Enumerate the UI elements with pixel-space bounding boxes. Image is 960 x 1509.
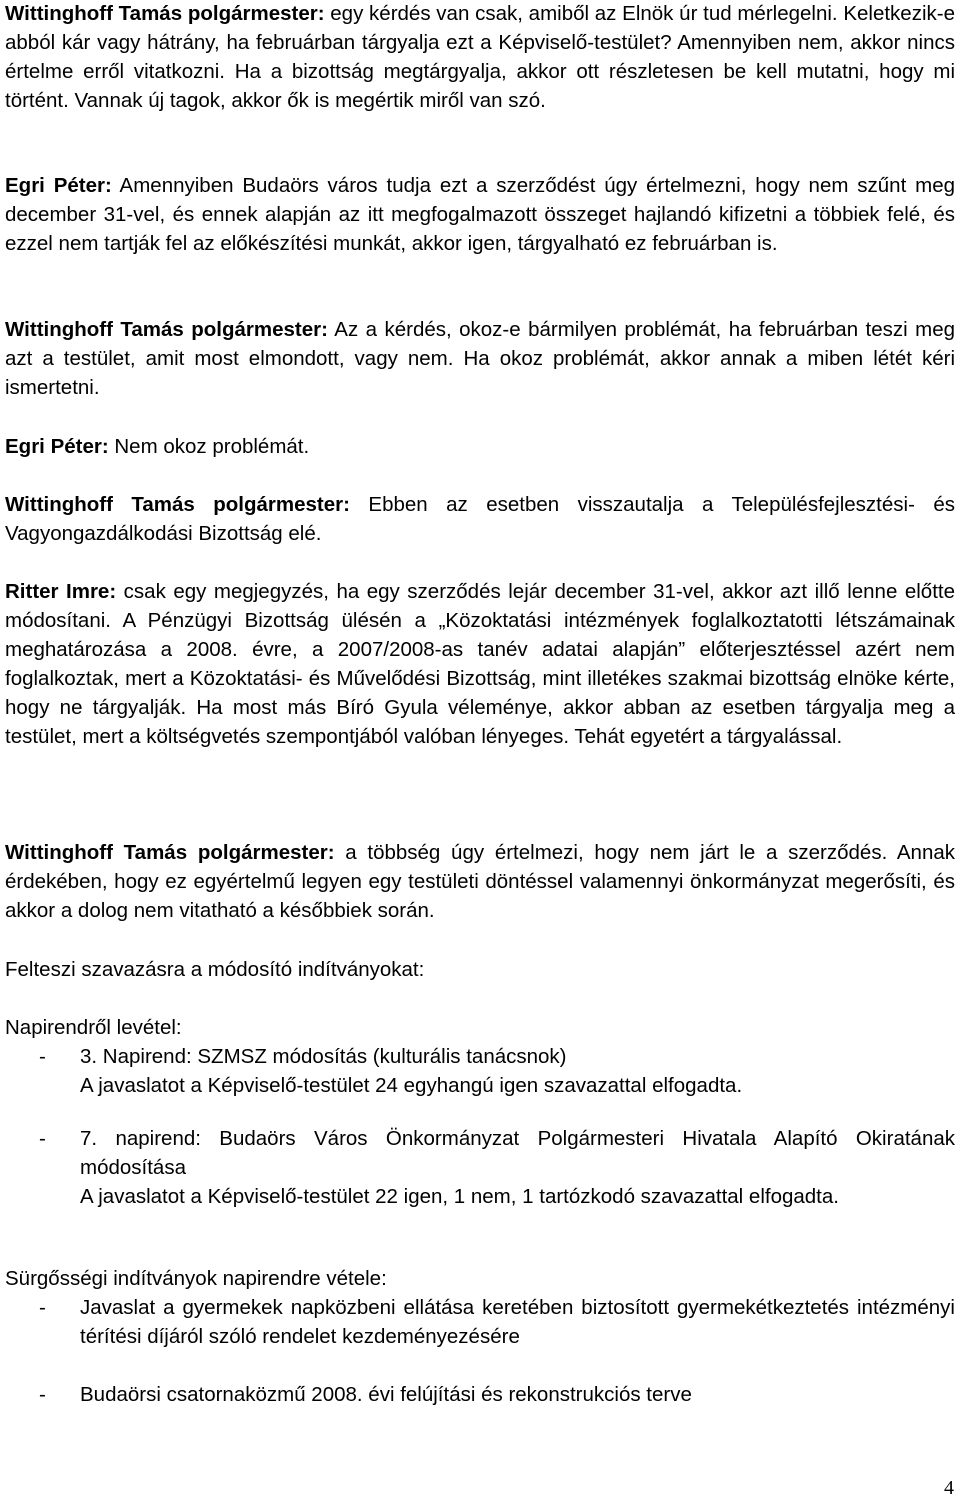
speaker-name: Egri Péter:	[5, 435, 109, 458]
paragraph-text: Ebben az esetben visszautalja a Településfejlesztési- és Vagyongazdálkodási Bizottság elé.	[5, 493, 956, 545]
removal-heading: Napirendről levétel:	[5, 1016, 182, 1039]
vote-intro: Felteszi szavazásra a módosító indítványokat:	[5, 958, 425, 981]
removal-item-1	[5, 1042, 955, 1100]
paragraph-text: csak egy megjegyzés, ha egy szerződés lejár december 31-vel, akkor azt illő lenne előtte módosítani. A Pénzügyi Bizottság ülésén a „Közoktatási intézmények foglalkoztatotti létszámainak meghatározása a 2008. évre, a 2007/2008-as tanév adatai alapján” előterjesztéssel azért nem foglalkoztak, mert a Közoktatási- és Művelődési Bizottság, mint illetékes szakmai bizottság elnöke kérte, hogy ne tárgyalják. Ha most más Bíró Gyula véleménye, akkor abban az esetben tárgyalja meg a testület, mert a költségvetés szempontjából valóban lényeges. Tehát egyetért a tárgyalással.	[5, 580, 955, 748]
paragraph-text: Az a kérdés, okoz-e bármilyen problémát, ha februárban teszi meg azt a testület, amit most elmondott, vagy nem. Ha okoz problémát, akkor annak a miben létét kéri ismertetni.	[5, 318, 955, 399]
list-dash: -	[39, 1296, 46, 1319]
list-dash: -	[39, 1045, 46, 1068]
paragraph-wittinghoff-4	[5, 838, 955, 925]
speaker-name: Wittinghoff Tamás polgármester:	[5, 318, 328, 341]
urgent-item-2	[5, 1380, 955, 1409]
speaker-name: Wittinghoff Tamás polgármester:	[5, 841, 335, 864]
speaker-name: Egri Péter:	[5, 174, 112, 197]
list-dash: -	[39, 1127, 46, 1150]
paragraph-wittinghoff-3	[5, 490, 955, 548]
paragraph-wittinghoff-2	[5, 315, 955, 402]
speaker-name: Wittinghoff Tamás polgármester:	[5, 493, 350, 516]
removal-item-result: A javaslatot a Képviselő-testület 24 egyhangú igen szavazattal elfogadta.	[80, 1074, 743, 1097]
urgent-item-text: Budaörsi csatornaközmű 2008. évi felújítási és rekonstrukciós terve	[80, 1383, 692, 1406]
speaker-name: Wittinghoff Tamás polgármester:	[5, 2, 325, 25]
list-dash: -	[39, 1383, 46, 1406]
paragraph-text: Amennyiben Budaörs város tudja ezt a szerződést úgy értelmezni, hogy nem szűnt meg december 31-vel, és ennek alapján az itt megfogalmazott összeget hajlandó kifizetni a többiek felé, és ezzel nem tartják fel az előkészítési munkát, akkor igen, tárgyalható ez februárban is.	[5, 174, 956, 255]
paragraph-text: a többség úgy értelmezi, hogy nem járt le a szerződés. Annak érdekében, hogy ez egyértelmű legyen egy testületi döntéssel valamennyi önkormányzat megerősíti, és akkor a dolog nem vitatható a későbbiek során.	[5, 841, 955, 922]
paragraph-ritter	[5, 577, 955, 751]
urgent-heading: Sürgősségi indítványok napirendre vétele:	[5, 1267, 387, 1290]
paragraph-egri-2	[5, 432, 955, 461]
urgent-item-1	[5, 1293, 955, 1351]
urgent-item-text: Javaslat a gyermekek napközbeni ellátása keretében biztosított gyermekétkeztetés intézményi térítési díjáról szóló rendelet kezdeményezésére	[80, 1296, 955, 1348]
speaker-name: Ritter Imre:	[5, 580, 117, 603]
page-number: 4	[944, 1477, 954, 1499]
paragraph-text: egy kérdés van csak, amiből az Elnök úr tud mérlegelni. Keletkezik-e abból kár vagy hátrány, ha februárban tárgyalja ezt a Képviselő-testület? Amennyiben nem, akkor nincs értelme erről vitatkozni. Ha a bizottság megtárgyalja, akkor ott részletesen be kell mutatni, hogy mi történt. Vannak új tagok, akkor ők is megértik miről van szó.	[5, 2, 955, 112]
removal-item-result: A javaslatot a Képviselő-testület 22 igen, 1 nem, 1 tartózkodó szavazattal elfogadta.	[80, 1185, 839, 1208]
paragraph-text: Nem okoz problémát.	[108, 435, 310, 458]
removal-item-2	[5, 1124, 955, 1211]
removal-item-title: 7. napirend: Budaörs Város Önkormányzat Polgármesteri Hivatala Alapító Okiratának módosítása	[80, 1127, 955, 1179]
paragraph-wittinghoff-1	[5, 0, 955, 115]
removal-item-title: 3. Napirend: SZMSZ módosítás (kulturális tanácsnok)	[80, 1045, 567, 1068]
paragraph-egri-1	[5, 171, 955, 258]
